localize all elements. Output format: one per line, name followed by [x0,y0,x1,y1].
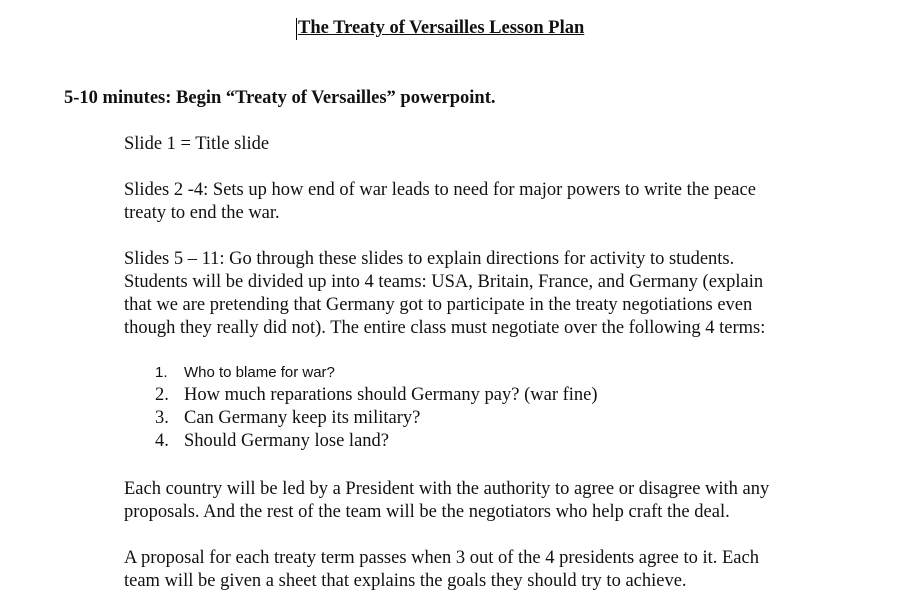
list-text: Who to blame for war? [184,364,335,381]
text-line: A proposal for each treaty term passes when 3 out of the 4 presidents agree to it. Each [124,548,759,568]
text-line: Slide 1 = Title slide [124,134,270,154]
term-list-item [155,431,389,452]
text-line: though they really did not). The entire class must negotiate over the following 4 terms: [124,318,766,338]
document-title: The Treaty of Versailles Lesson Plan [298,18,585,38]
list-number: 4. [155,431,169,451]
term-list-item [155,408,420,429]
paragraph-slide-1 [124,133,269,156]
list-text: How much reparations should Germany pay? (war fine) [184,385,598,405]
text-line: Students will be divided up into 4 teams: USA, Britain, France, and Germany (explain [124,272,764,292]
text-line: that we are pretending that Germany got to participate in the treaty negotiations even [124,295,753,315]
text-cursor [296,18,297,40]
list-text: Should Germany lose land? [184,431,389,451]
text-line: Each country will be led by a President with the authority to agree or disagree with any [124,479,770,499]
text-line: team will be given a sheet that explains the goals they should try to achieve. [124,571,687,591]
text-line: proposals. And the rest of the team will be the negotiators who help craft the deal. [124,502,730,522]
term-list-item [155,385,598,406]
list-number: 3. [155,408,169,428]
text-line: Slides 2 -4: Sets up how end of war leads to need for major powers to write the peace [124,180,756,200]
text-line: treaty to end the war. [124,203,280,223]
term-list-item [155,364,335,381]
paragraph-presidents [124,478,769,524]
list-number: 1. [155,364,168,381]
list-text: Can Germany keep its military? [184,408,421,428]
list-number: 2. [155,385,169,405]
paragraph-slides-2-4 [124,179,756,225]
paragraph-slides-5-11 [124,248,765,340]
paragraph-proposal [124,547,759,593]
section-heading: 5-10 minutes: Begin “Treaty of Versailles” powerpoint. [64,88,496,108]
text-line: Slides 5 – 11: Go through these slides to explain directions for activity to students. [124,249,735,269]
